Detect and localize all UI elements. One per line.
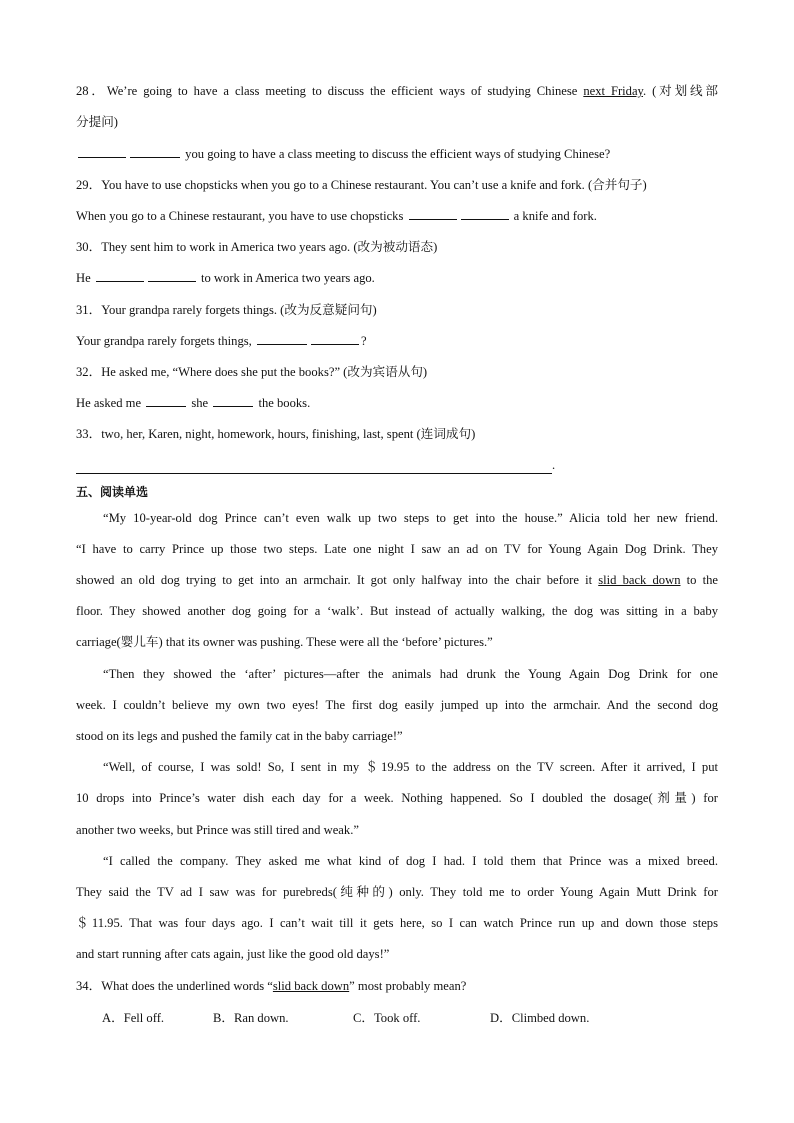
passage-text: to the: [680, 573, 718, 587]
answer-text: she: [188, 396, 212, 410]
answer-line-33: [76, 456, 718, 474]
question-text: What does the underlined words “: [101, 979, 273, 993]
question-28-continued: [76, 113, 718, 131]
question-text: You have to use chopsticks when you go to a Chinese restaurant. You can’t use a knife and fork. (合并句子): [101, 178, 647, 192]
answer-text: a knife and fork.: [510, 209, 597, 223]
passage-line: ＄11.95. That was four days ago. I can’t wait till it gets here, so I can watch Prince run up and down those steps: [76, 916, 718, 930]
answer-line-30: [76, 269, 718, 287]
question-text: They sent him to work in America two years ago. (改为被动语态): [101, 240, 438, 254]
passage-line: carriage(婴儿车) that its owner was pushing. These were all the ‘before’ pictures.”: [76, 635, 493, 649]
question-instruction: 分提问): [76, 115, 118, 129]
answer-text: ?: [360, 334, 367, 348]
underlined-phrase: slid back down: [598, 573, 681, 587]
question-28: [76, 82, 718, 100]
answer-text: .: [552, 458, 556, 472]
question-32: [76, 363, 718, 381]
question-number: 34．: [76, 979, 102, 993]
passage-line: They said the TV ad I saw was for purebreds(纯种的) only. They told me to order Young Again Mutt Drink for: [76, 885, 718, 899]
answer-text: He asked me: [76, 396, 145, 410]
option-d[interactable]: D．Climbed down.: [490, 1011, 590, 1025]
question-text: We’re going to have a class meeting to discuss the efficient ways of studying Chinese: [106, 84, 584, 98]
passage-text: showed an old dog trying to get into an armchair. It got only halfway into the chair before it: [76, 573, 599, 587]
question-30: [76, 238, 718, 256]
question-text: Your grandpa rarely forgets things. (改为反意疑问句): [101, 303, 377, 317]
answer-line-32: [76, 394, 718, 412]
question-number: 28．: [76, 84, 107, 98]
answer-line-29: [76, 207, 718, 225]
passage-line: “Then they showed the ‘after’ pictures—after the animals had drunk the Young Again Dog Drink for one: [103, 667, 718, 681]
question-31: [76, 301, 718, 319]
passage-line: 10 drops into Prince’s water dish each day for a week. Nothing happened. So I doubled the dosage(剂量) for: [76, 791, 718, 805]
answer-blank[interactable]: [409, 207, 457, 220]
answer-line-28: [76, 145, 718, 163]
passage-line: and start running after cats again, just like the good old days!”: [76, 947, 390, 961]
question-text: ” most probably mean?: [349, 979, 467, 993]
question-33: [76, 425, 718, 443]
passage-line: floor. They showed another dog going for a ‘walk’. But instead of actually walking, the dog was sitting in a baby: [76, 604, 718, 618]
question-number: 31．: [76, 303, 102, 317]
answer-text: When you go to a Chinese restaurant, you have to use chopsticks: [76, 209, 407, 223]
answer-blank[interactable]: [148, 269, 196, 282]
underlined-phrase: slid back down: [272, 979, 350, 993]
passage-line: stood on its legs and pushed the family cat in the baby carriage!”: [76, 729, 403, 743]
answer-blank[interactable]: [257, 332, 307, 345]
question-number: 33．: [76, 427, 102, 441]
question-number: 32．: [76, 365, 102, 379]
answer-line[interactable]: [76, 459, 552, 474]
answer-text: to work in America two years ago.: [197, 271, 375, 285]
question-text: two, her, Karen, night, homework, hours, finishing, last, spent (连词成句): [101, 427, 476, 441]
passage-line: “I called the company. They asked me what kind of dog I had. I told them that Prince was a mixed breed.: [103, 854, 718, 868]
answer-blank[interactable]: [146, 394, 186, 407]
answer-blank[interactable]: [213, 394, 253, 407]
option-a[interactable]: A．Fell off.: [102, 1011, 165, 1025]
question-number: 29．: [76, 178, 102, 192]
passage-line: [76, 571, 718, 589]
answer-blank[interactable]: [96, 269, 144, 282]
answer-line-31: [76, 332, 718, 350]
question-34: [76, 977, 718, 995]
answer-blank[interactable]: [78, 145, 126, 158]
option-c[interactable]: C．Took off.: [353, 1011, 421, 1025]
question-instruction: . (对划线部: [643, 84, 718, 98]
passage-line: another two weeks, but Prince was still tired and weak.”: [76, 823, 359, 837]
answer-text: Your grandpa rarely forgets things,: [76, 334, 255, 348]
question-29: [76, 176, 718, 194]
underlined-phrase: next Friday: [583, 84, 644, 98]
answer-blank[interactable]: [311, 332, 359, 345]
answer-blank[interactable]: [130, 145, 180, 158]
option-b[interactable]: B．Ran down.: [213, 1011, 289, 1025]
answer-blank[interactable]: [461, 207, 509, 220]
passage-line: week. I couldn’t believe my own two eyes! The first dog easily jumped up into the armchair. And the second dog: [76, 698, 718, 712]
question-text: He asked me, “Where does she put the books?” (改为宾语从句): [101, 365, 428, 379]
passage-line: “Well, of course, I was sold! So, I sent in my ＄19.95 to the address on the TV screen. After it arrived, I put: [103, 760, 718, 774]
answer-text: you going to have a class meeting to discuss the efficient ways of studying Chinese?: [182, 147, 611, 161]
answer-text: He: [76, 271, 94, 285]
passage-line: “I have to carry Prince up those two steps. Late one night I saw an ad on TV for Young Again Dog Drink. They: [76, 542, 718, 556]
section-title: 五、阅读单选: [76, 485, 149, 499]
passage-line: “My 10-year-old dog Prince can’t even walk up two steps to get into the house.” Alicia told her new friend.: [103, 511, 718, 525]
question-number: 30．: [76, 240, 102, 254]
answer-text: the books.: [255, 396, 311, 410]
